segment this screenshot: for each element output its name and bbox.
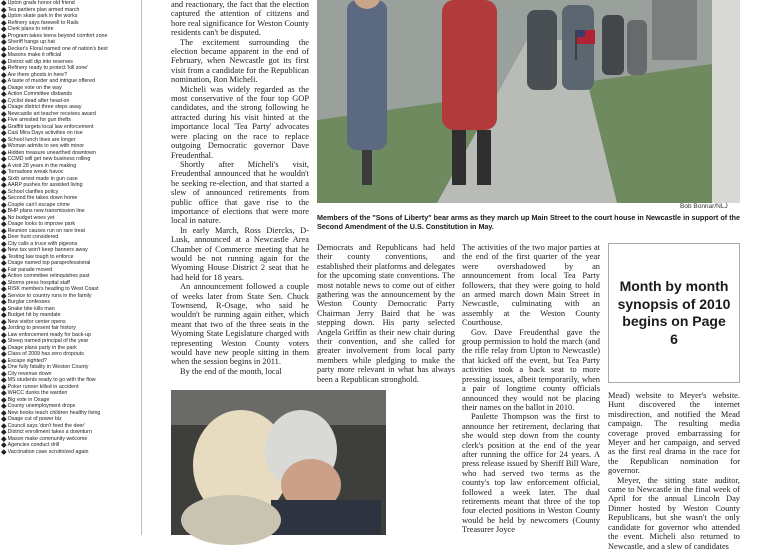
- bullet-icon: [1, 248, 6, 253]
- bullet-icon: [1, 280, 6, 285]
- bullet-icon: [1, 365, 6, 370]
- index-item-label: Osage vote on the way: [7, 84, 62, 91]
- bullet-icon: [1, 215, 6, 220]
- bullet-icon: [1, 183, 6, 188]
- index-item-label: Jording to present fair history: [7, 325, 76, 331]
- promo-text: Month by month synopsis of 2010 begins on Page 6: [617, 278, 731, 347]
- index-item-label: Class of 2009 has zero dropouts: [7, 351, 84, 357]
- index-item-label: City calls a truce with pigeons: [7, 240, 78, 247]
- bullet-icon: [1, 118, 6, 123]
- bullet-icon: [1, 267, 6, 272]
- index-item-label: Graffiti targets local law enforcement: [7, 123, 94, 130]
- bullet-icon: [1, 417, 6, 422]
- bullet-icon: [1, 397, 6, 402]
- index-item-label: No budget woes yet: [7, 214, 55, 221]
- index-item-label: Program takes teens beyond comfort zone: [7, 32, 108, 39]
- bullet-icon: [1, 144, 6, 149]
- index-item-label: Woman admits to sex with minor: [7, 143, 85, 149]
- index-item-label: Hidden treasure unearthed downtown: [7, 149, 96, 156]
- bullet-icon: [1, 443, 6, 448]
- bullet-icon: [1, 313, 6, 318]
- bullet-icon: [1, 189, 6, 194]
- bullet-icon: [1, 150, 6, 155]
- bullet-icon: [1, 59, 6, 64]
- bullet-icon: [1, 391, 6, 396]
- bullet-icon: [1, 293, 6, 298]
- bullet-icon: [1, 20, 6, 25]
- index-item-label: City revenue down: [7, 370, 52, 377]
- index-item-label: School lunch lines are longer: [7, 136, 76, 143]
- index-item-label: Are there ghosts in here?: [7, 71, 68, 78]
- index-item-label: Action Committee disbands: [7, 91, 73, 97]
- index-item: [2, 449, 141, 456]
- article-paragraph: Shortly after Micheli's visit, Freudenthal announced that he wouldn't be seeking re-election, and that started a slew of announced retirements from public office that gave rise to the importance of elections that were more local in nature.: [171, 159, 309, 226]
- bullet-icon: [1, 319, 6, 324]
- bullet-icon: [1, 352, 6, 357]
- article-paragraph: Micheli was widely regarded as the most conservative of the four top GOP candidates, and the strong following he attracted during his visit hinted at the importance local 'Tea Party' advocates were placing on the race to replace outgoing Democratic governor Dave Freudenthal.: [171, 84, 309, 160]
- index-item-label: Osage plans party in the park: [7, 344, 77, 351]
- index-item-label: Council says 'don't feed the deer': [7, 422, 86, 429]
- index-item-label: BHP plans new transmission line: [7, 208, 85, 214]
- index-item-label: Tornadoes wreak havoc: [7, 169, 64, 175]
- article-paragraph: Democrats and Republicans had held their county conventions, and established their platforms and delegates for the upcoming state conventions. The most notable news to come out of either gathering was the announcement by the Weston County Democratic Party Chairman Jerry Baird that he was stepping down. His party selected Angela Griffin as their new chair during their convention, and she called for greater involvement from local party members while pledging to make the party more relevant in what has always been a Republican stronghold.: [317, 243, 455, 384]
- index-item-label: Upton skate park in the works: [7, 13, 78, 19]
- article-column-3: [462, 243, 600, 535]
- bullet-icon: [1, 124, 6, 129]
- index-item-label: School clarifies policy: [7, 188, 59, 195]
- index-item-label: Escape sighted?: [7, 357, 47, 364]
- index-item-label: District will dip into reserves: [7, 58, 73, 65]
- article-paragraph: In early March, Ross Diercks, D-Lusk, announced at a Newcastle Area Chamber of Commerce meeting that he would be not running again for the Wyoming House District 2 seat that he had held for 18 years.: [171, 225, 309, 282]
- index-item-label: Decker's Floral named one of nation's best: [7, 45, 108, 52]
- index-item-label: Vaccination case scrutinized again: [7, 448, 89, 455]
- bullet-icon: [1, 306, 6, 311]
- index-item-label: Deer hunt considered: [7, 234, 59, 240]
- index-item-label: New books teach children healthy living: [7, 409, 101, 416]
- bullet-icon: [1, 27, 6, 32]
- bullet-icon: [1, 410, 6, 415]
- bullet-icon: [1, 436, 6, 441]
- bullet-icon: [1, 46, 6, 51]
- index-item-label: County unemployment drops: [7, 403, 76, 409]
- bullet-icon: [1, 202, 6, 207]
- bullet-icon: [1, 449, 6, 454]
- bullet-icon: [1, 345, 6, 350]
- bullet-icon: [1, 326, 6, 331]
- index-item-label: AARP pushes for assisted living: [7, 182, 83, 188]
- bullet-icon: [1, 137, 6, 142]
- bullet-icon: [1, 33, 6, 38]
- bullet-icon: [1, 1, 6, 6]
- bullet-icon: [1, 358, 6, 363]
- index-item-label: A taste of murder and intrigue offered: [7, 78, 95, 84]
- bullet-icon: [1, 209, 6, 214]
- index-item-label: Osage looks to improve park: [7, 221, 76, 227]
- article-paragraph: Gov. Dave Freudenthal gave the group permission to hold the march (and the rifle relay from Upton to Newcastle) that kicked off the event, but Tea Party activities took a back seat to more pressing issues, albeit temporarily, when a pair of longtime county officials announced they would not be placing their names on the ballot in 2010.: [462, 327, 600, 412]
- bullet-icon: [1, 176, 6, 181]
- bullet-icon: [1, 332, 6, 337]
- bullet-icon: [1, 40, 6, 45]
- index-item-label: Couple can't escape crime: [7, 201, 70, 208]
- index-item-label: Snake bite kills man: [7, 305, 55, 312]
- bullet-icon: [1, 222, 6, 227]
- index-item-label: RISK members heading to West Coast: [7, 286, 99, 292]
- bullet-icon: [1, 404, 6, 409]
- bullet-icon: [1, 111, 6, 116]
- bullet-icon: [1, 378, 6, 383]
- article-paragraph: The activities of the two major parties at the end of the first quarter of the year were overshadowed by an announcement from local Tea Party followers, that they were going to hold an armed march down Main Street in Newcastle, culminating with an assembly at the Weston County Courthouse.: [462, 243, 600, 328]
- index-item-label: Storms press hospital staff: [7, 279, 70, 286]
- index-item-label: Service to country runs in the family: [7, 292, 92, 299]
- index-item-label: Upton grads honor old friend: [7, 0, 75, 6]
- synopsis-promo-box: [608, 243, 740, 383]
- index-item-label: Refinery ready to protect 'kill zone': [7, 65, 89, 71]
- bullet-icon: [1, 14, 6, 19]
- index-item-label: Osage cut of power biz: [7, 416, 62, 422]
- bullet-icon: [1, 423, 6, 428]
- bullet-icon: [1, 384, 6, 389]
- index-item-label: Law enforcement ready for back-up: [7, 331, 91, 338]
- index-item-label: Reunion causes run on rare treat: [7, 227, 86, 234]
- index-item-label: Refinery says farewell to Rails: [7, 19, 79, 26]
- index-item-label: Poker runner killed in accident: [7, 383, 79, 390]
- article-paragraph: and reactionary, the fact that the election captured the attention of citizens and bore real significance for Weston County residents can't be disputed.: [171, 0, 309, 38]
- index-item-label: Fair parade moved: [7, 266, 53, 273]
- index-item-label: WHCC dunks the warden: [7, 390, 68, 396]
- bullet-icon: [1, 170, 6, 175]
- bullet-icon: [1, 53, 6, 58]
- photo-caption: Members of the "Sons of Liberty" bear arms as they march up Main Street to the court house in Newcastle in support of the Second Amendment of the U.S. Constitution in May.: [317, 213, 740, 231]
- index-item-label: Sheep named principal of the year: [7, 338, 89, 344]
- index-item-label: One fully fatality in Weston County: [7, 364, 89, 370]
- bullet-icon: [1, 105, 6, 110]
- bullet-icon: [1, 235, 6, 240]
- bullet-icon: [1, 98, 6, 103]
- bullet-icon: [1, 85, 6, 90]
- bullet-icon: [1, 261, 6, 266]
- article-paragraph: Paulette Thompson was the first to announce her retirement, declaring that she would step down from the county clerk's position at the end of the year after running the office for 24 years. A press release issued by Sheriff Bill Ware, who had served two terms as the county's top law enforcement official, followed a week later. The dual retirements meant that three of the top four elected positions in Weston County would be held by newcomers (County Treasurer Joyce: [462, 412, 600, 535]
- article-column-1: [171, 0, 309, 376]
- index-item-label: Newcastle art teacher receives award: [7, 110, 96, 117]
- bullet-icon: [1, 430, 6, 435]
- bullet-icon: [1, 79, 6, 84]
- index-item-label: Tea partiers plan armed march: [7, 6, 80, 13]
- article-paragraph: By the end of the month, local: [180, 366, 282, 376]
- bullet-icon: [1, 287, 6, 292]
- index-item-label: A visit 28 years in the making: [7, 162, 77, 169]
- article-paragraph: An announcement followed a couple of weeks later from State Sen. Chuck Townsend, R-Osage, who said he wouldn't be running again either, which meant that two of the three seats in the Wyoming State Legislature charged with representing Weston County voters would have new people sitting in them when the session begins in 2011.: [171, 282, 309, 367]
- bullet-icon: [1, 371, 6, 376]
- article-column-4: [608, 391, 740, 551]
- article-paragraph: The excitement surrounding the election became apparent in the end of February, when Newcastle got its first visit from a candidate for the Republican nomination, Ron Micheli.: [171, 37, 309, 85]
- index-item-label: Sixth arrest made in gun case: [7, 175, 78, 182]
- bullet-icon: [1, 66, 6, 71]
- photo-credit: Bob Bonnar/NLJ: [680, 203, 728, 210]
- index-item-label: Testing law tough to enforce: [7, 253, 74, 260]
- bullet-icon: [1, 157, 6, 162]
- story-index: [0, 0, 142, 535]
- index-item-label: CCMD will get new business rolling: [7, 156, 91, 162]
- bullet-icon: [1, 131, 6, 136]
- bullet-icon: [1, 274, 6, 279]
- index-item-label: Osage district three steps away: [7, 104, 82, 110]
- index-item-label: Five arrested for gun thefts: [7, 117, 71, 123]
- index-item-label: Casi Mira Days activities on rise: [7, 130, 83, 136]
- index-item-label: New visitor center opens: [7, 318, 66, 325]
- article-paragraph: Mead) website to Meyer's website. Hunt discovered the internet misdirection, and notified the Mead campaign. The resulting media coverage proved embarrassing for Meyer and her campaign, and served as the first real drama in the race for the Republican nomination for governor.: [608, 391, 740, 476]
- index-item-label: Osage named top paraprofessional: [7, 260, 91, 266]
- index-item-label: Action committee relinquishes past: [7, 273, 90, 279]
- index-item-label: New tax won't keep banners away: [7, 247, 88, 253]
- march-photo: [317, 0, 740, 203]
- bullet-icon: [1, 241, 6, 246]
- index-item-label: Clerk plans to retire: [7, 26, 54, 32]
- bullet-icon: [1, 228, 6, 233]
- bullet-icon: [1, 300, 6, 305]
- bullet-icon: [1, 254, 6, 259]
- bullet-icon: [1, 7, 6, 12]
- bullet-icon: [1, 72, 6, 77]
- article-column-2: [317, 243, 455, 384]
- index-item-label: Budget hit by mandate: [7, 312, 61, 318]
- bullet-icon: [1, 92, 6, 97]
- index-item-label: Agencies conduct drill: [7, 442, 60, 448]
- embrace-photo: [171, 390, 386, 535]
- index-item-label: Sheriff hangs up hat: [7, 39, 55, 45]
- bullet-icon: [1, 163, 6, 168]
- index-item-label: District enrollment takes a downturn: [7, 429, 92, 435]
- bullet-icon: [1, 339, 6, 344]
- bullet-icon: [1, 196, 6, 201]
- article-paragraph: Meyer, the sitting state auditor, came to Newcastle in the final week of April for the annual Lincoln Day Dinner hosted by Weston County Republicans, but she wasn't the only candidate for governor who attended the event. Micheli also returned to Newcastle, and a slew of candidates: [608, 475, 740, 551]
- index-item-label: Cyclist dead after head-on: [7, 97, 70, 104]
- index-item-label: Second fire takes down home: [7, 195, 78, 201]
- index-item-label: MS students ready to go with the flow: [7, 377, 96, 383]
- index-item-label: Burglar confesses: [7, 299, 50, 305]
- index-item-label: Mason make community welcome: [7, 435, 88, 442]
- index-item-label: Masons make it official: [7, 52, 62, 58]
- index-item-label: Big vote in Osage: [7, 396, 50, 403]
